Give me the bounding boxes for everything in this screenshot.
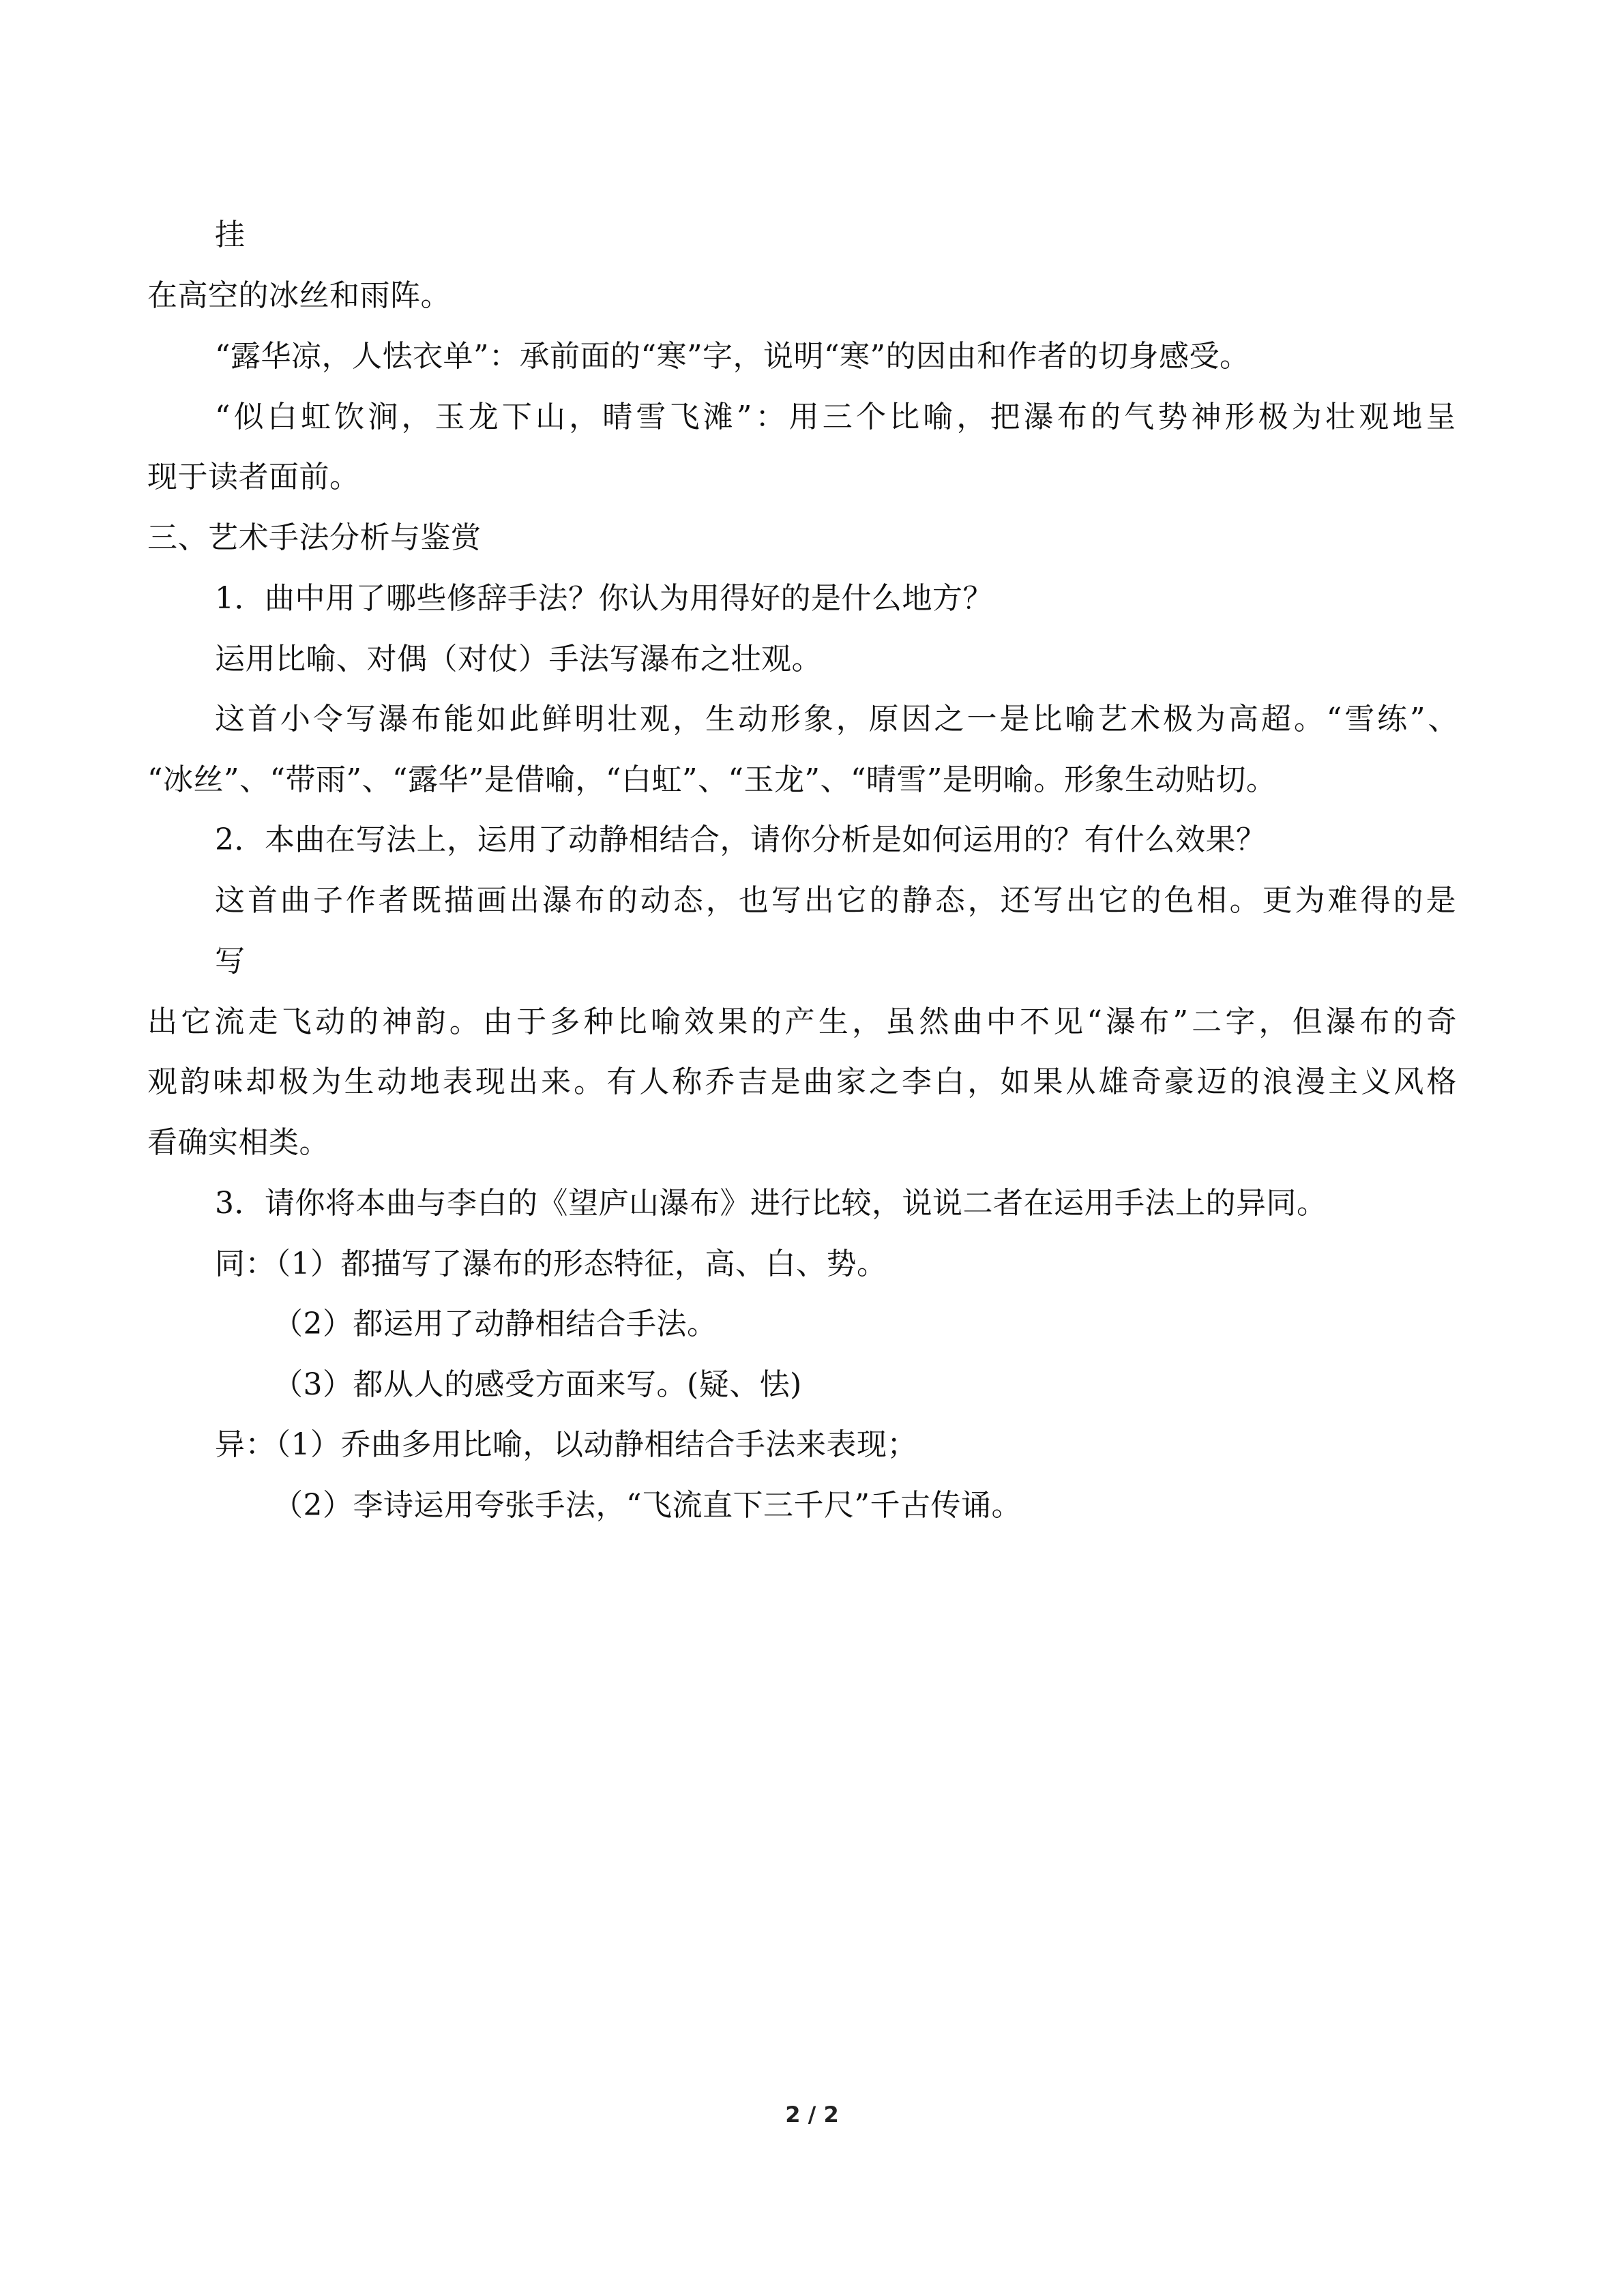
text-line: 运用比喻、对偶（对仗）手法写瀑布之壮观。: [215, 642, 822, 676]
text-line: 出它流走飞动的神韵。由于多种比喻效果的产生，虽然曲中不见“瀑布”二字，但瀑布的奇: [147, 1004, 1457, 1039]
text-line: “露华凉，人怯衣单”：承前面的“寒”字，说明“寒”的因由和作者的切身感受。: [215, 339, 1250, 374]
text-line: 观韵味却极为生动地表现出来。有人称乔吉是曲家之李白，如果从雄奇豪迈的浪漫主义风格: [147, 1064, 1457, 1099]
question-line: 1．曲中用了哪些修辞手法？你认为用得好的是什么地方？: [215, 581, 993, 616]
text-line: （2）李诗运用夸张手法，“飞流直下三千尺”千古传诵。: [273, 1488, 1022, 1523]
text-line: “冰丝”、“带雨”、“露华”是借喻，“白虹”、“玉龙”、“晴雪”是明喻。形象生动贴切。: [147, 762, 1277, 797]
text-line: 同：（1）都描写了瀑布的形态特征，高、白、势。: [215, 1247, 887, 1281]
question-line: 2．本曲在写法上，运用了动静相结合，请你分析是如何运用的？有什么效果？: [215, 822, 1267, 857]
text-line: （2）都运用了动静相结合手法。: [273, 1307, 718, 1341]
text-line: 在高空的冰丝和雨阵。: [147, 278, 451, 313]
question-line: 3．请你将本曲与李白的《望庐山瀑布》进行比较，说说二者在运用手法上的异同。: [215, 1186, 1327, 1221]
text-line: 这首小令写瀑布能如此鲜明壮观，生动形象，原因之一是比喻艺术极为高超。“雪练”、: [215, 702, 1458, 736]
page-number: 2 / 2: [785, 2102, 839, 2128]
text-line: （3）都从人的感受方面来写。(疑、怯): [273, 1367, 802, 1402]
text-line: 这首曲子作者既描画出瀑布的动态，也写出它的静态，还写出它的色相。更为难得的是: [215, 883, 1456, 918]
text-line: 看确实相类。: [147, 1125, 329, 1160]
section-heading: 三、艺术手法分析与鉴赏: [147, 520, 482, 555]
text-line: “似白虹饮涧，玉龙下山，晴雪飞滩”：用三个比喻，把瀑布的气势神形极为壮观地呈: [215, 400, 1456, 434]
text-line: 现于读者面前。: [147, 460, 360, 494]
text-line: 挂: [215, 218, 246, 252]
text-line: 异：（1）乔曲多用比喻，以动静相结合手法来表现；: [215, 1427, 917, 1462]
text-line: 写: [215, 944, 246, 979]
